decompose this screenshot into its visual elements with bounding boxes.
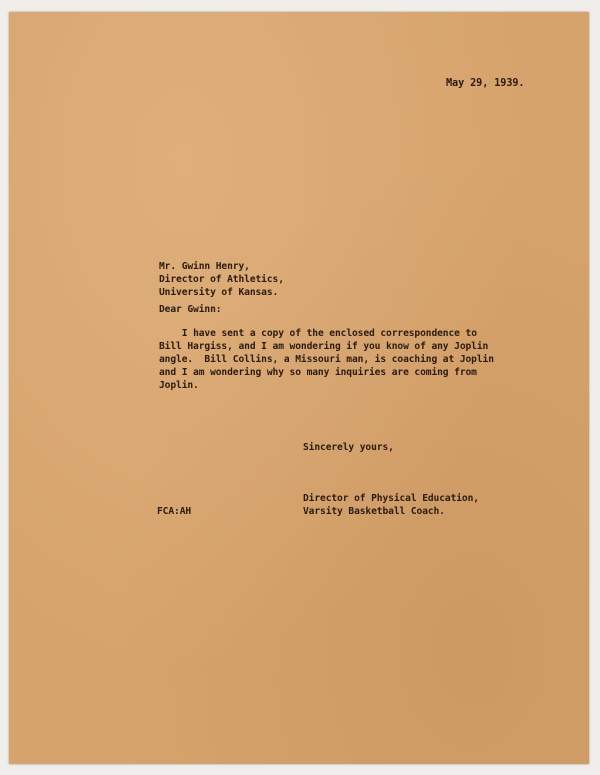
- letter-sheet: [9, 12, 589, 764]
- signature-block: [303, 492, 479, 518]
- body-line: Joplin.: [159, 380, 199, 391]
- recipient-address: [159, 260, 284, 299]
- closing: Sincerely yours,: [303, 442, 394, 453]
- letter-date: May 29, 1939.: [446, 78, 525, 89]
- signature-title-1: Director of Physical Education,: [303, 493, 479, 504]
- body-line: Bill Hargiss, and I am wondering if you know of any Joplin: [159, 341, 489, 352]
- recipient-institution: University of Kansas.: [159, 287, 279, 298]
- body-line: I have sent a copy of the enclosed correspondence to: [181, 328, 477, 339]
- signature-title-2: Varsity Basketball Coach.: [303, 506, 445, 517]
- body-line: angle. Bill Collins, a Missouri man, is coaching at Joplin: [159, 354, 494, 365]
- body-line: and I am wondering why so many inquiries are coming from: [159, 367, 477, 378]
- recipient-title: Director of Athletics,: [159, 274, 284, 285]
- salutation: Dear Gwinn:: [159, 304, 222, 315]
- recipient-name: Mr. Gwinn Henry,: [159, 261, 250, 272]
- letter-body: [159, 327, 494, 392]
- reference-initials: FCA:AH: [157, 506, 192, 517]
